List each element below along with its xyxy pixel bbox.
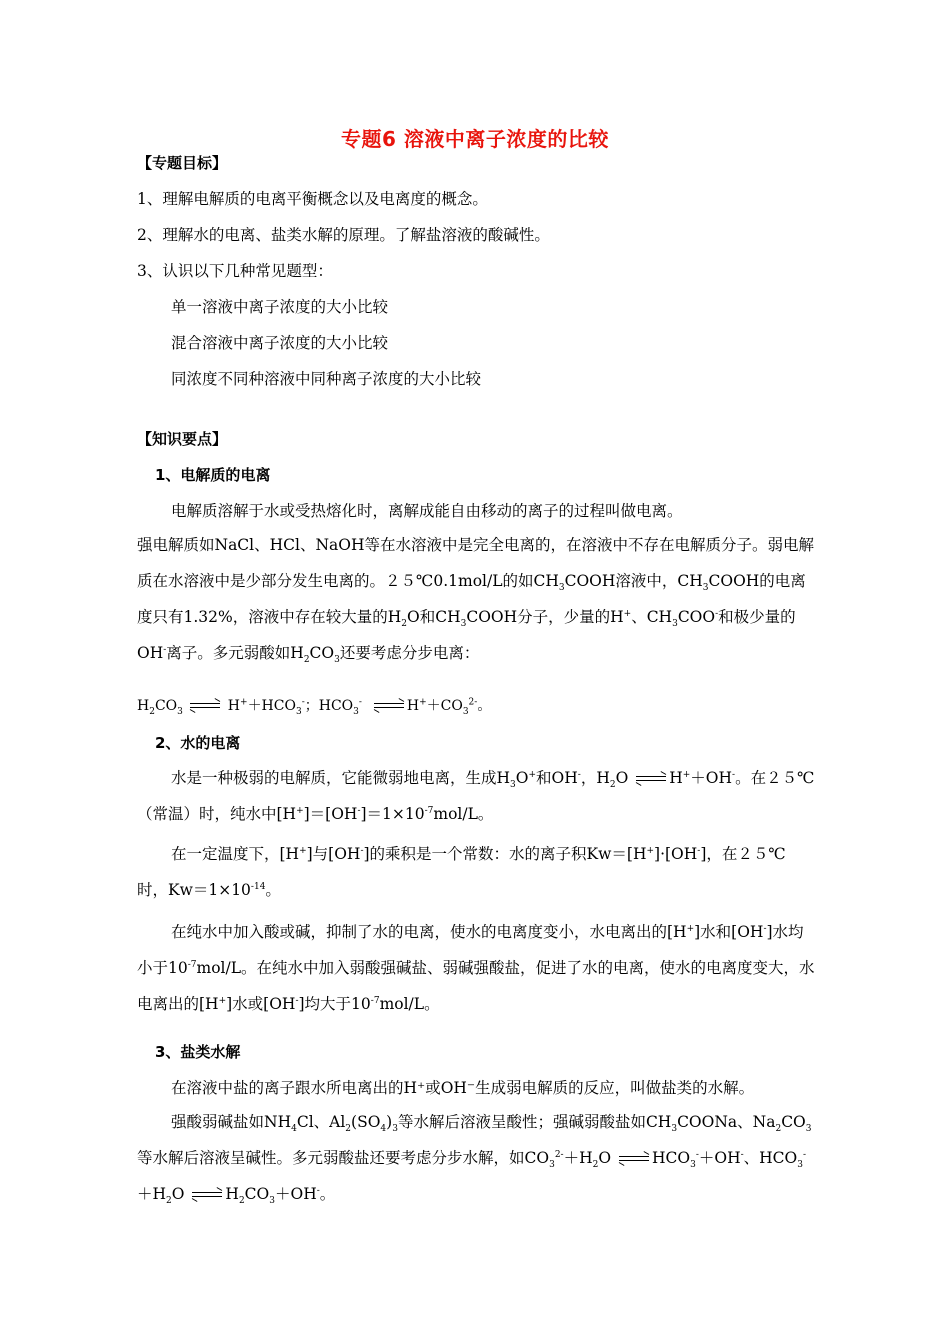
question-type-2: 混合溶液中离子浓度的大小比较	[171, 334, 389, 352]
equilibrium-arrow-icon	[192, 1191, 222, 1199]
equilibrium-arrow-icon	[636, 775, 666, 783]
equilibrium-arrow-icon	[374, 702, 404, 710]
section-1-title: 1、电解质的电离	[155, 466, 271, 484]
section-3-paragraph-2: 强酸弱碱盐如$NH_4Cl$、$Al_2(SO_4)_3$等水解后溶液呈酸性；强碱弱酸盐如$CH_3COONa$、$Na_2CO_3$等水解后溶液呈碱性。多元弱酸盐还要考虑分步水解，如$CO_3^{2-}+H_2O$ $HCO_3^-+OH^-$、$HCO_3^-+H_2O$ $H_2CO_3+OH^-$。	[137, 1113, 812, 1207]
section-2-paragraph-1: 水是一种极弱的电解质，它能微弱地电离，生成$H_3O^+$和OH-，$H_2O$ H+＋OH-。在２５℃（常温）时，纯水中$[H^+]=[OH^-]=1\times 10^{-7}mol/L$。	[137, 769, 815, 823]
goal-item-1: 1、理解电解质的电离平衡概念以及电离度的概念。	[137, 190, 488, 208]
goal-item-2: 2、理解水的电离、盐类水解的原理。了解盐溶液的酸碱性。	[137, 226, 550, 244]
carbonic-acid-equation: $H_2CO_3$ $H^++HCO_3^-$；$HCO_3^-$ $H^++CO_3^{2-}$。	[137, 697, 492, 717]
page-title: 专题6 溶液中离子浓度的比较	[341, 127, 609, 151]
equilibrium-arrow-icon	[619, 1155, 649, 1163]
question-type-1: 单一溶液中离子浓度的大小比较	[171, 298, 389, 316]
section-2-title: 2、水的电离	[155, 734, 241, 752]
section-3-paragraph-1: 在溶液中盐的离子跟水所电离出的H⁺或OH⁻生成弱电解质的反应，叫做盐类的水解。	[171, 1079, 755, 1097]
section-2-paragraph-3: 在纯水中加入酸或碱，抑制了水的电离，使水的电离度变小，水电离出的[H+]水和[OH-]水均小于$10^{-7}mol/L$。在纯水中加入弱酸强碱盐、弱碱强酸盐，促进了水的电离，使水的电离度变大，水电离出的[H+]水或[OH-]均大于$10^{-7}mol/L$。	[137, 923, 815, 1013]
goals-header: 【专题目标】	[137, 154, 228, 172]
goal-item-3: 3、认识以下几种常见题型：	[137, 262, 333, 280]
section-1-paragraph-1: 电解质溶解于水或受热熔化时，离解成能自由移动的离子的过程叫做电离。	[171, 502, 683, 520]
equilibrium-arrow-icon	[190, 702, 220, 710]
section-3-title: 3、盐类水解	[155, 1043, 241, 1061]
section-1-paragraph-2: 强电解质如NaCl、HCl、NaOH等在水溶液中是完全电离的，在溶液中不存在电解质分子。弱电解质在水溶液中是少部分发生电离的。２５℃0.1mol/L的如$CH_3COOH$溶液中，$CH_3COOH$的电离度只有1.32%，溶液中存在较大量的$H_2O$和$CH_3COOH$分子，少量的H+、$CH_3COO^-$和极少量的OH-离子。多元弱酸如$H_2CO_3$还要考虑分步电离：	[137, 536, 814, 666]
knowledge-header: 【知识要点】	[137, 430, 228, 448]
section-2-paragraph-2: 在一定温度下，[H+]与[OH-]的乘积是一个常数：水的离子积Kw＝[H+]·[OH-]，在２５℃时，$Kw=1\times 10^{-14}$。	[137, 845, 786, 899]
question-type-3: 同浓度不同种溶液中同种离子浓度的大小比较	[171, 370, 482, 388]
